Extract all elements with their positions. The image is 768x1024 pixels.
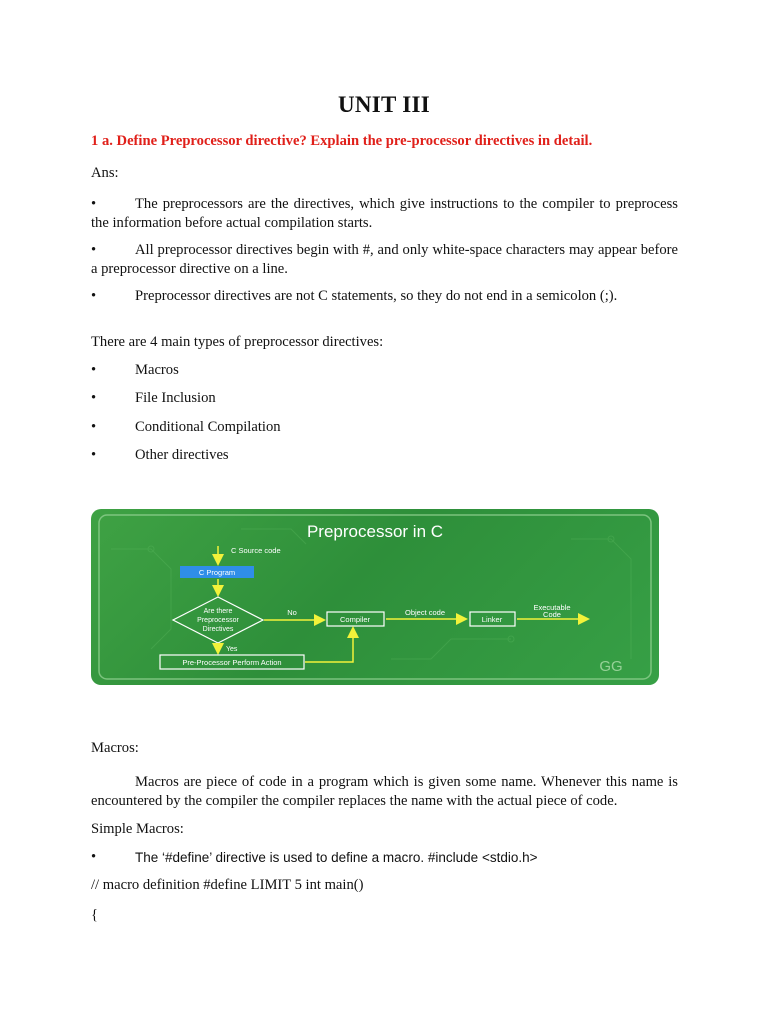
bullet-marker: •: [91, 362, 97, 378]
question-heading: 1 a. Define Preprocessor directive? Explain the pre-processor directives in detail.: [91, 133, 593, 149]
decision-line-3: Directives: [202, 626, 234, 633]
yes-label: Yes: [226, 646, 238, 653]
decision-line-2: Preprocessor: [197, 617, 239, 624]
no-label: No: [287, 608, 297, 617]
type-item-file-inclusion: File Inclusion: [135, 390, 216, 406]
preprocessor-diagram: [91, 509, 659, 685]
types-intro: There are 4 main types of preprocessor directives:: [91, 334, 384, 350]
bullet-marker: •: [91, 242, 97, 258]
bullet-marker: •: [91, 288, 97, 304]
define-directive-bullet: The ‘#define’ directive is used to define a macro. #include <stdio.h>: [135, 850, 538, 865]
linker-label: Linker: [481, 615, 503, 624]
type-item-macros: Macros: [135, 362, 179, 378]
pre-processor-action-label: Pre-Processor Perform Action: [182, 658, 282, 667]
bullet-marker: •: [91, 447, 97, 463]
c-source-code-label: C Source code: [231, 546, 281, 555]
simple-macros-heading: Simple Macros:: [91, 821, 184, 837]
object-code-label: Object code: [404, 608, 446, 617]
ans-label: Ans:: [91, 165, 119, 181]
executable-line-2: Code: [543, 610, 561, 619]
macro-definition-line: // macro definition #define LIMIT 5 int main(): [91, 877, 364, 893]
intro-bullet-text: The preprocessors are the directives, which give instructions to the compiler to preprocess the information before actual compilation starts.: [91, 196, 678, 231]
intro-bullet-text: All preprocessor directives begin with #, and only white-space characters may appear before a preprocessor directive on a line.: [91, 242, 678, 277]
macros-paragraph: Macros are piece of code in a program which is given some name. Whenever this name is encountered by the compiler the compiler replaces the name with the actual piece of code.: [91, 774, 678, 809]
type-item-other-directives: Other directives: [135, 447, 229, 463]
bullet-marker: •: [91, 390, 97, 406]
decision-line-1: Are there: [203, 608, 233, 615]
bullet-marker: •: [91, 849, 97, 865]
executable-line-1: Executable: [533, 603, 571, 612]
background-pattern: [111, 529, 631, 659]
compiler-label: Compiler: [339, 615, 371, 624]
bullet-marker: •: [91, 419, 97, 435]
macros-heading: Macros:: [91, 740, 139, 756]
c-program-label: C Program: [198, 568, 236, 577]
gfg-logo: GG: [599, 658, 623, 675]
type-item-conditional-compilation: Conditional Compilation: [135, 419, 281, 435]
open-brace: {: [91, 907, 99, 923]
figure-title: Preprocessor in C: [306, 522, 444, 541]
unit-title: UNIT III: [337, 92, 431, 117]
intro-bullet-text: Preprocessor directives are not C statements, so they do not end in a semicolon (;).: [135, 288, 618, 304]
bullet-marker: •: [91, 196, 97, 212]
arrow-action-to-compiler: [305, 629, 353, 662]
